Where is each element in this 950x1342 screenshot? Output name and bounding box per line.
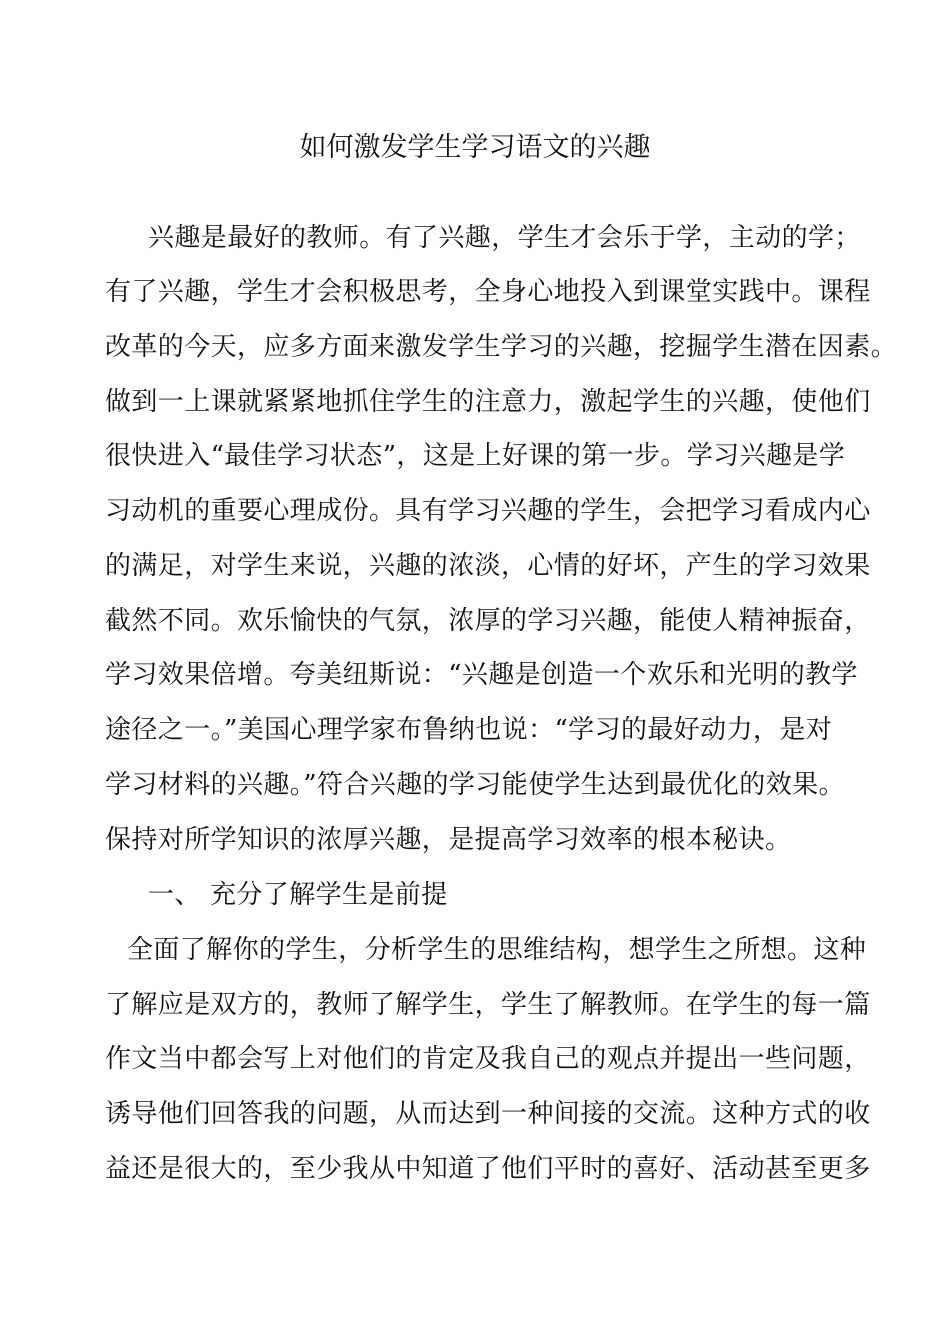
- section-number: 一、: [148, 880, 201, 910]
- section-heading-text: 充分了解学生是前提: [210, 880, 448, 910]
- text-line: 的满足，对学生来说，兴趣的浓淡，心情的好坏，产生的学习效果: [105, 551, 871, 581]
- text-line: 学习材料的兴趣。”符合兴趣的学习能使学生达到最优化的效果。: [105, 770, 845, 800]
- text-line: 作文当中都会写上对他们的肯定及我自己的观点并提出一些问题，: [105, 1044, 871, 1074]
- text-line: 了解应是双方的，教师了解学生，学生了解教师。在学生的每一篇: [105, 990, 871, 1020]
- text-line: 途径之一。”美国心理学家布鲁纳也说：“学习的最好动力，是对: [105, 715, 833, 745]
- text-line: 兴趣是最好的教师。有了兴趣，学生才会乐于学，主动的学；: [148, 223, 861, 253]
- text-line: 保持对所学知识的浓厚兴趣，是提高学习效率的根本秘诀。: [105, 825, 792, 855]
- text-line: 截然不同。欢乐愉快的气氛，浓厚的学习兴趣，能使人精神振奋，: [105, 606, 871, 636]
- text-line: 学习效果倍增。夸美纽斯说：“兴趣是创造一个欢乐和光明的教学: [105, 660, 858, 690]
- section-heading-1: [148, 877, 448, 913]
- text-line: 很快进入“最佳学习状态”，这是上好课的第一步。学习兴趣是学: [105, 441, 846, 471]
- text-line: 习动机的重要心理成份。具有学习兴趣的学生，会把学习看成内心: [105, 496, 871, 526]
- text-line: 全面了解你的学生，分析学生的思维结构，想学生之所想。这种: [127, 935, 867, 965]
- text-line: 有了兴趣，学生才会积极思考，全身心地投入到课堂实践中。课程: [105, 277, 871, 307]
- document-title: 如何激发学生学习语文的兴趣: [299, 132, 651, 163]
- text-line: 改革的今天，应多方面来激发学生学习的兴趣，挖掘学生潜在因素。: [105, 332, 898, 362]
- text-line: 益还是很大的，至少我从中知道了他们平时的喜好、活动甚至更多: [105, 1154, 871, 1184]
- text-line: 做到一上课就紧紧地抓住学生的注意力，激起学生的兴趣，使他们: [105, 387, 871, 417]
- text-line: 诱导他们回答我的问题，从而达到一种间接的交流。这种方式的收: [105, 1099, 871, 1129]
